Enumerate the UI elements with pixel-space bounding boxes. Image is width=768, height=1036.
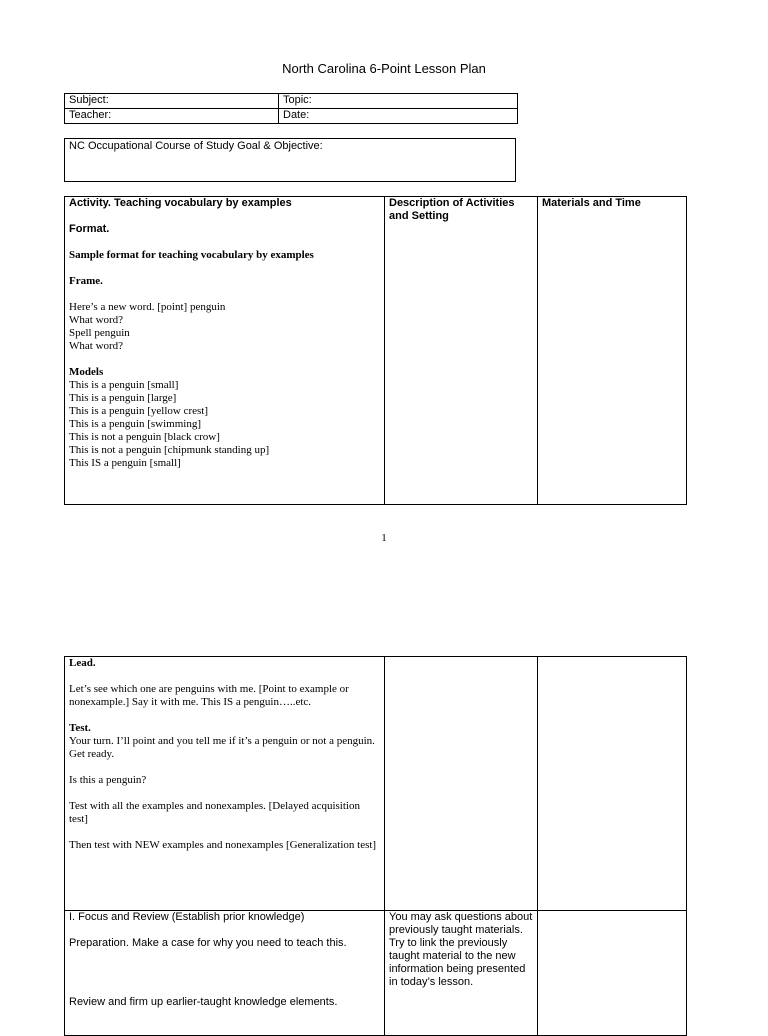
goal-objective-box	[64, 138, 516, 182]
model-line: This IS a penguin [small]	[69, 457, 181, 469]
materials-cell	[538, 197, 687, 505]
activity-cell	[65, 197, 385, 505]
test-text: Your turn. I’ll point and you tell me if it’s a penguin or not a penguin. Get ready.	[69, 735, 375, 760]
topic-field: Topic:	[279, 94, 518, 109]
focus-materials-cell	[538, 911, 687, 1036]
document-title: North Carolina 6-Point Lesson Plan	[282, 61, 486, 76]
delayed-test-text: Test with all the examples and nonexamples. [Delayed acquisition test]	[69, 800, 360, 825]
date-field: Date:	[279, 109, 518, 124]
sample-format-heading: Sample format for teaching vocabulary by examples	[69, 249, 314, 261]
review-text: Review and firm up earlier-taught knowledge elements.	[69, 996, 338, 1008]
focus-note-text: You may ask questions about previously taught materials. Try to link the previously taught material to the new information being presented in today’s lesson.	[389, 911, 533, 988]
preparation-text: Preparation. Make a case for why you need to teach this.	[69, 937, 347, 949]
subject-topic-table	[64, 93, 518, 124]
test-heading: Test.	[69, 722, 91, 734]
activity-header: Activity. Teaching vocabulary by examples	[69, 197, 292, 209]
lead-test-table	[64, 656, 687, 1036]
teacher-field: Teacher:	[65, 109, 279, 124]
empty-materials-cell	[538, 657, 687, 911]
model-line: This is not a penguin [black crow]	[69, 431, 220, 443]
lead-test-cell	[65, 657, 385, 911]
frame-line: What word?	[69, 340, 124, 352]
model-line: This is a penguin [large]	[69, 392, 177, 404]
empty-description-cell	[385, 657, 538, 911]
model-line: This is a penguin [yellow crest]	[69, 405, 208, 417]
focus-note-cell	[385, 911, 538, 1036]
focus-review-cell	[65, 911, 385, 1036]
subject-field: Subject:	[65, 94, 279, 109]
models-heading: Models	[69, 366, 104, 378]
model-line: This is a penguin [small]	[69, 379, 179, 391]
format-label: Format.	[69, 223, 110, 235]
model-line: This is not a penguin [chipmunk standing up]	[69, 444, 270, 456]
description-cell	[385, 197, 538, 505]
goal-label: NC Occupational Course of Study Goal & Objective:	[69, 140, 323, 152]
frame-heading: Frame.	[69, 275, 103, 287]
frame-line: What word?	[69, 314, 124, 326]
focus-review-heading: I. Focus and Review (Establish prior knowledge)	[69, 911, 305, 923]
lead-heading: Lead.	[69, 657, 96, 669]
materials-header: Materials and Time	[542, 197, 641, 209]
generalization-test-text: Then test with NEW examples and nonexamples [Generalization test]	[69, 839, 377, 851]
model-line: This is a penguin [swimming]	[69, 418, 201, 430]
activity-table	[64, 196, 687, 505]
question-text: Is this a penguin?	[69, 774, 147, 786]
lead-text: Let’s see which one are penguins with me. [Point to example or nonexample.] Say it with me. This IS a penguin…..etc.	[69, 683, 349, 708]
page-number: 1	[381, 532, 387, 544]
frame-line: Spell penguin	[69, 327, 130, 339]
description-header: Description of Activities and Setting	[389, 197, 515, 222]
frame-line: Here’s a new word. [point] penguin	[69, 301, 226, 313]
